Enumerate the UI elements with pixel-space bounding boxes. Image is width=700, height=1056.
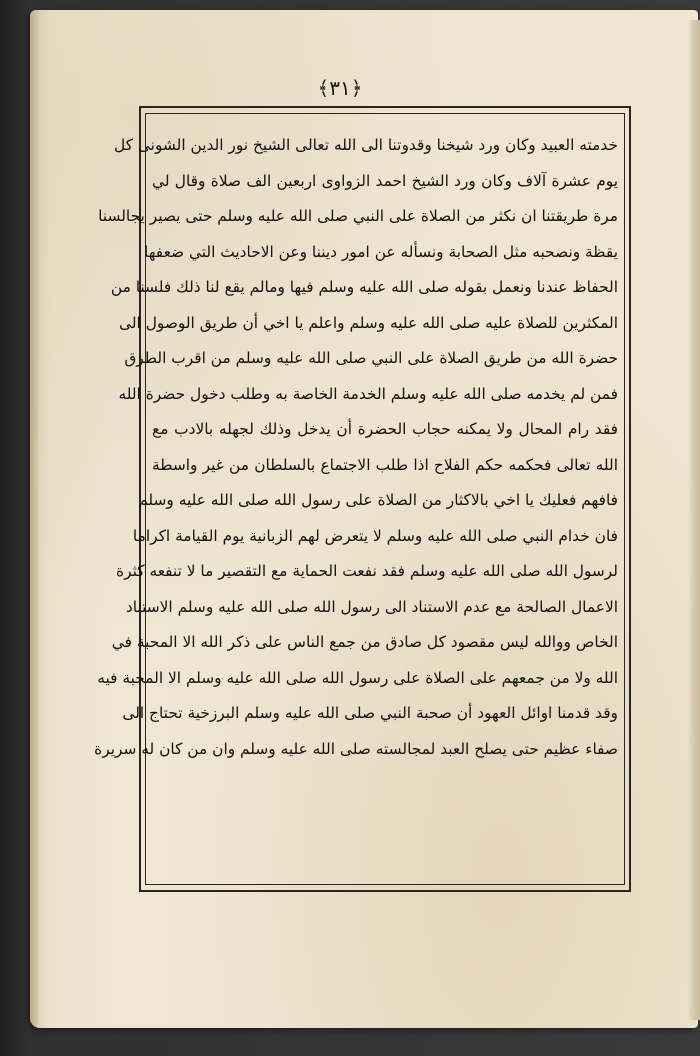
text-line: حضرة الله من طريق الصلاة على النبي صلى الله عليه وسلم من اقرب الطرق bbox=[124, 349, 618, 367]
text-line: الاعمال الصالحة مع عدم الاستناد الى رسول الله صلى الله عليه وسلم الاستناد bbox=[125, 597, 618, 616]
text-line: الله ولا من جمعهم على الصلاة على رسول الله صلى الله عليه وسلم الا المحبة فيه bbox=[97, 668, 618, 687]
text-line: فافهم فعليك يا اخي بالاكثار من الصلاة على رسول الله صلى الله عليه وسلم bbox=[138, 491, 618, 509]
text-line: مرة طريقتنا ان نكثر من الصلاة على النبي صلى الله عليه وسلم حتى يصير يجالسنا bbox=[98, 207, 618, 225]
text-line: يوم عشرة آلاف وكان ورد الشيخ احمد الزواوى اربعين الف صلاة وقال لي bbox=[152, 171, 618, 190]
text-line: الحفاظ عندنا ونعمل بقوله صلى الله عليه وسلم فيها ومالم يقع لنا ذلك فلسنا من bbox=[110, 278, 618, 296]
page-binding-edge bbox=[30, 10, 40, 1028]
text-line: فمن لم يخدمه صلى الله عليه وسلم الخدمة الخاصة به وطلب دخول حضرة الله bbox=[118, 384, 618, 403]
text-line: لرسول الله صلى الله عليه وسلم فقد نفعت الحماية مع التقصير ما لا تنفعه كثرة bbox=[116, 562, 618, 580]
text-line: الله تعالى فحكمه حكم الفلاح اذا طلب الاجتماع بالسلطان من غير واسطة bbox=[152, 455, 618, 474]
text-line: وقد قدمنا اوائل العهود أن صحبة النبي صلى الله عليه وسلم البرزخية تحتاج الى bbox=[122, 704, 618, 722]
text-line: المكثرين للصلاة عليه صلى الله عليه وسلم واعلم يا اخي أن طريق الوصول الى bbox=[119, 313, 618, 332]
text-line: فان خدام النبي صلى الله عليه وسلم لا يتعرض لهم الزبانية يوم القيامة اكراما bbox=[132, 526, 618, 545]
text-line: خدمته العبيد وكان ورد شيخنا وقدوتنا الى الله تعالى الشيخ نور الدين الشونى كل bbox=[113, 136, 618, 154]
page-number: ﴾٣١﴿ bbox=[317, 76, 363, 100]
text-line: فقد رام المحال ولا يمكنه حجاب الحضرة أن يدخل وذلك لجهله بالادب مع bbox=[152, 420, 618, 438]
arabic-text-block bbox=[94, 128, 618, 880]
text-line: يقظة ونصحبه مثل الصحابة ونسأله عن امور ديننا وعن الاحاديث التي ضعفها bbox=[144, 242, 618, 261]
text-line: الخاص ووالله ليس مقصود كل صادق من جمع الناس على ذكر الله الا المحبة في bbox=[111, 633, 618, 651]
text-line: صفاء عظيم حتى يصلح العبد لمجالسته صلى الله عليه وسلم وان من كان له سريرة bbox=[94, 739, 618, 758]
next-page-edge bbox=[688, 20, 700, 1020]
